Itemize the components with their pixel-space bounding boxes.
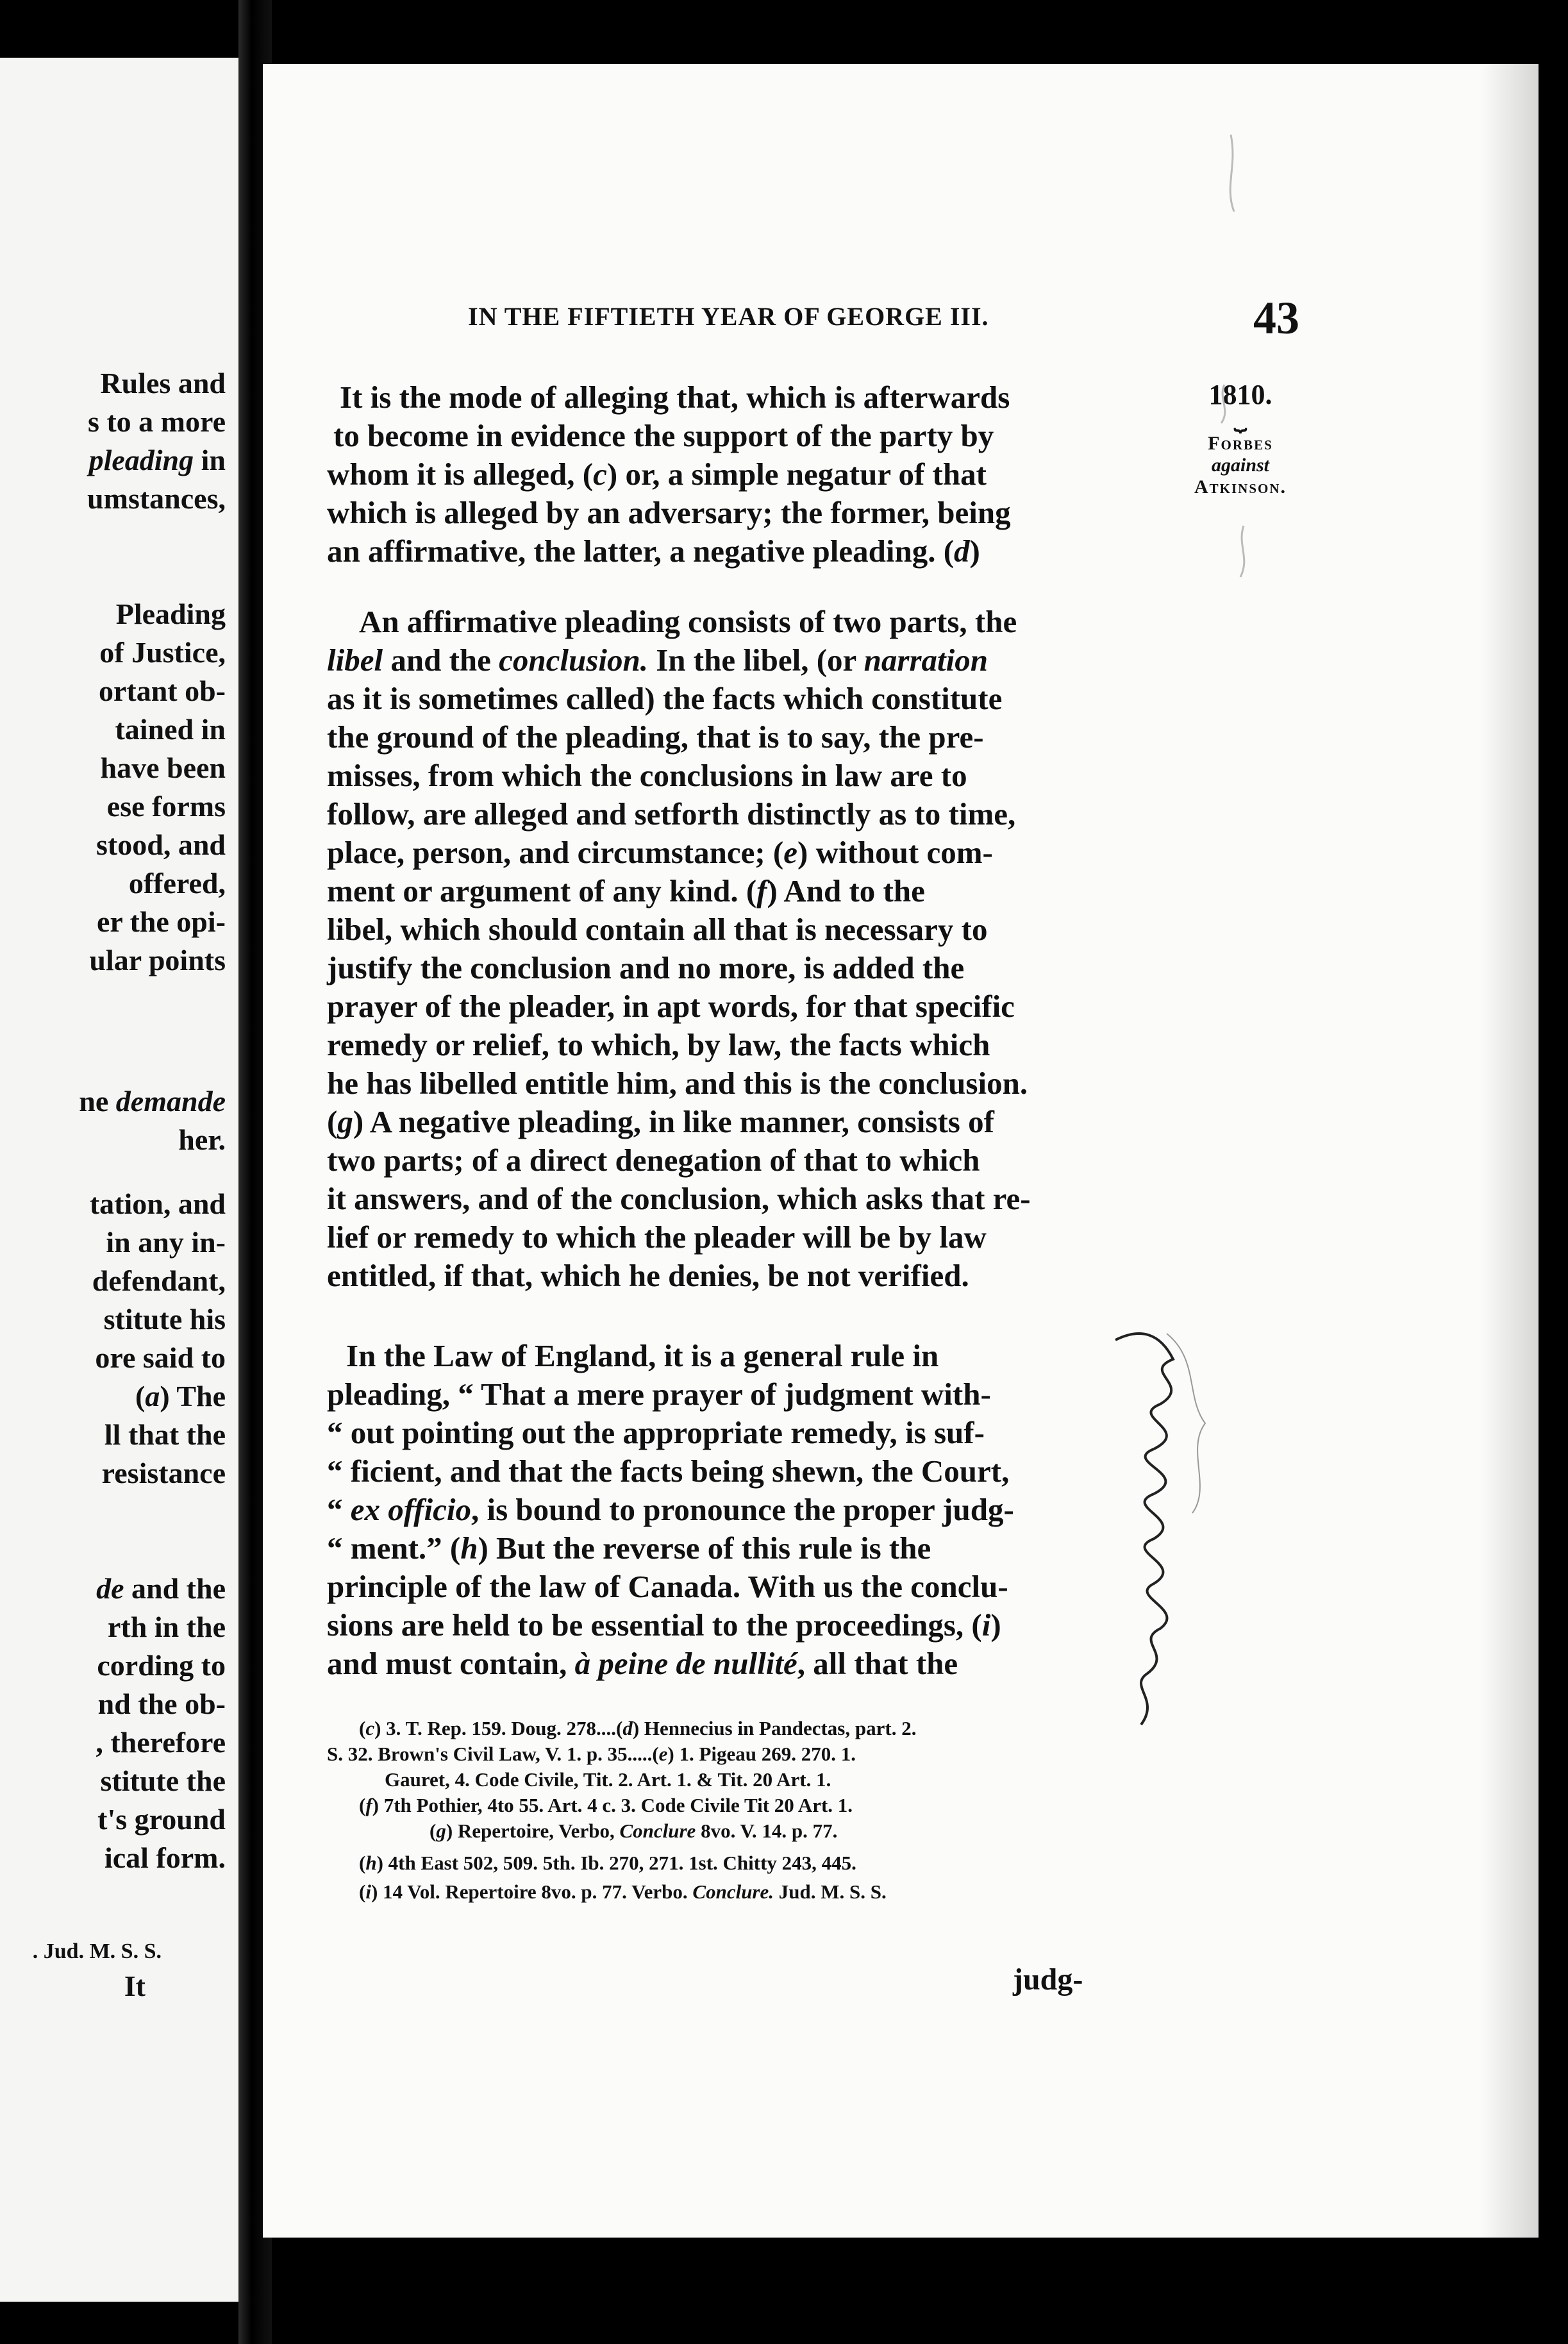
- left-page-line: rth in the: [108, 1611, 226, 1643]
- margin-party-against: against: [1211, 455, 1270, 476]
- running-head: IN THE FIFTIETH YEAR OF GEORGE III.: [468, 302, 989, 331]
- left-page-line: in any in-: [106, 1226, 226, 1259]
- left-page-line: cording to: [97, 1649, 226, 1682]
- left-page-line: of Justice,: [99, 636, 226, 669]
- body-line: remedy or relief, to which, by law, the facts which: [327, 1027, 990, 1062]
- body-line: An affirmative pleading consists of two parts, the: [359, 604, 1017, 639]
- left-page-line: tained in: [115, 713, 226, 746]
- body-line: the ground of the pleading, that is to say, the pre-: [327, 719, 984, 755]
- body-line: “ ment.” (h) But the reverse of this rule is the: [327, 1530, 931, 1566]
- left-page-line: pleading in: [88, 444, 226, 476]
- body-line: “ ex officio, is bound to pronounce the proper judg-: [327, 1492, 1014, 1527]
- body-line: “ ficient, and that the facts being shewn, the Court,: [327, 1453, 1010, 1489]
- body-line: sions are held to be essential to the proceedings, (i): [327, 1607, 1001, 1643]
- left-page-line: her.: [178, 1123, 226, 1156]
- body-line: misses, from which the conclusions in law are to: [327, 758, 967, 793]
- left-page-line: de and the: [96, 1572, 226, 1605]
- body-line: an affirmative, the latter, a negative pleading. (d): [327, 533, 980, 569]
- footnote-line: (i) 14 Vol. Repertoire 8vo. p. 77. Verbo. Conclure. Jud. M. S. S.: [359, 1880, 887, 1903]
- left-page-line: ll that the: [104, 1418, 226, 1451]
- left-page-line: stitute his: [103, 1303, 226, 1335]
- left-page-line: offered,: [128, 867, 226, 900]
- left-page-line: Pleading: [115, 598, 226, 630]
- left-page-line: ne demande: [79, 1085, 226, 1118]
- left-page-line: ical form.: [104, 1841, 226, 1874]
- body-line: ment or argument of any kind. (f) And to the: [327, 873, 925, 908]
- body-line: (g) A negative pleading, in like manner, consists of: [327, 1104, 994, 1139]
- left-page-line: nd the ob-: [97, 1687, 226, 1720]
- left-page-line: umstances,: [87, 482, 226, 515]
- catchword: judg-: [1013, 1963, 1083, 1997]
- body-line: which is alleged by an adversary; the former, being: [327, 495, 1011, 530]
- body-line: and must contain, à peine de nullité, all that the: [327, 1646, 958, 1681]
- left-page-line: stood, and: [96, 828, 226, 861]
- body-line: entitled, if that, which he denies, be not verified.: [327, 1258, 969, 1293]
- left-page-line: defendant,: [92, 1264, 226, 1297]
- body-line: he has libelled entitle him, and this is the conclusion.: [327, 1066, 1028, 1101]
- left-page-catchword: It: [124, 1970, 146, 2002]
- body-line: “ out pointing out the appropriate remedy, is suf-: [327, 1415, 985, 1450]
- body-line: lief or remedy to which the pleader will be by law: [327, 1219, 987, 1255]
- left-page-line: Rules and: [100, 367, 226, 399]
- left-page-line: have been: [100, 751, 226, 784]
- margin-year: 1810.: [1208, 379, 1272, 410]
- left-facing-page: [0, 58, 238, 2302]
- right-page: [263, 64, 1539, 2238]
- body-line: pleading, “ That a mere prayer of judgment with-: [327, 1377, 991, 1412]
- body-line: two parts; of a direct denegation of that to which: [327, 1143, 980, 1178]
- footnote-line: (h) 4th East 502, 509. 5th. Ib. 270, 271. 1st. Chitty 243, 445.: [359, 1852, 856, 1874]
- handwritten-squiggle-icon: [1103, 1321, 1218, 1731]
- left-page-footnote: . Jud. M. S. S.: [32, 1939, 162, 1963]
- body-line: libel, which should contain all that is necessary to: [327, 912, 988, 947]
- margin-party-plaintiff: Forbes: [1208, 433, 1273, 455]
- body-line: to become in evidence the support of the party by: [333, 418, 994, 453]
- body-line: libel and the conclusion. In the libel, (or narration: [327, 642, 988, 678]
- left-page-line: resistance: [101, 1457, 226, 1489]
- footnote-line: (g) Repertoire, Verbo, Conclure 8vo. V. 14. p. 77.: [430, 1820, 838, 1842]
- body-line: place, person, and circumstance; (e) without com-: [327, 835, 993, 870]
- body-line: whom it is alleged, (c) or, a simple negatur of that: [327, 456, 987, 492]
- footnote-line: S. 32. Brown's Civil Law, V. 1. p. 35.....(e) 1. Pigeau 269. 270. 1.: [327, 1743, 856, 1765]
- footnote-line: (c) 3. T. Rep. 159. Doug. 278....(d) Hennecius in Pandectas, part. 2.: [359, 1717, 917, 1739]
- left-page-line: ore said to: [95, 1341, 226, 1374]
- margin-party-defendant: Atkinson.: [1194, 476, 1287, 498]
- margin-brace-icon: ⏟: [1233, 408, 1247, 431]
- left-page-line: (a) The: [135, 1380, 226, 1412]
- left-page-line: , therefore: [96, 1726, 226, 1759]
- body-line: It is the mode of alleging that, which is afterwards: [340, 380, 1010, 415]
- body-line: principle of the law of Canada. With us the conclu-: [327, 1569, 1008, 1604]
- body-line: as it is sometimes called) the facts which constitute: [327, 681, 1003, 716]
- left-page-line: s to a more: [87, 405, 226, 438]
- body-line: justify the conclusion and no more, is added the: [327, 950, 965, 985]
- left-page-line: ular points: [89, 944, 226, 976]
- left-page-line: er the opi-: [96, 905, 226, 938]
- left-page-line: stitute the: [100, 1764, 226, 1797]
- body-line: In the Law of England, it is a general rule in: [346, 1338, 939, 1373]
- page-number: 43: [1253, 292, 1299, 344]
- left-page-line: ortant ob-: [98, 674, 226, 707]
- page-edge-shadow: [1481, 64, 1539, 2238]
- body-line: prayer of the pleader, in apt words, for that specific: [327, 989, 1015, 1024]
- left-page-line: t's ground: [97, 1803, 226, 1836]
- footnote-line: Gauret, 4. Code Civile, Tit. 2. Art. 1. & Tit. 20 Art. 1.: [385, 1768, 831, 1791]
- footnote-line: (f) 7th Pothier, 4to 55. Art. 4 c. 3. Code Civile Tit 20 Art. 1.: [359, 1794, 853, 1816]
- body-line: it answers, and of the conclusion, which asks that re-: [327, 1181, 1031, 1216]
- pencil-marks-icon: [1186, 128, 1289, 628]
- left-page-line: ese forms: [106, 790, 226, 823]
- body-line: follow, are alleged and setforth distinctly as to time,: [327, 796, 1016, 832]
- left-page-line: tation, and: [89, 1187, 226, 1220]
